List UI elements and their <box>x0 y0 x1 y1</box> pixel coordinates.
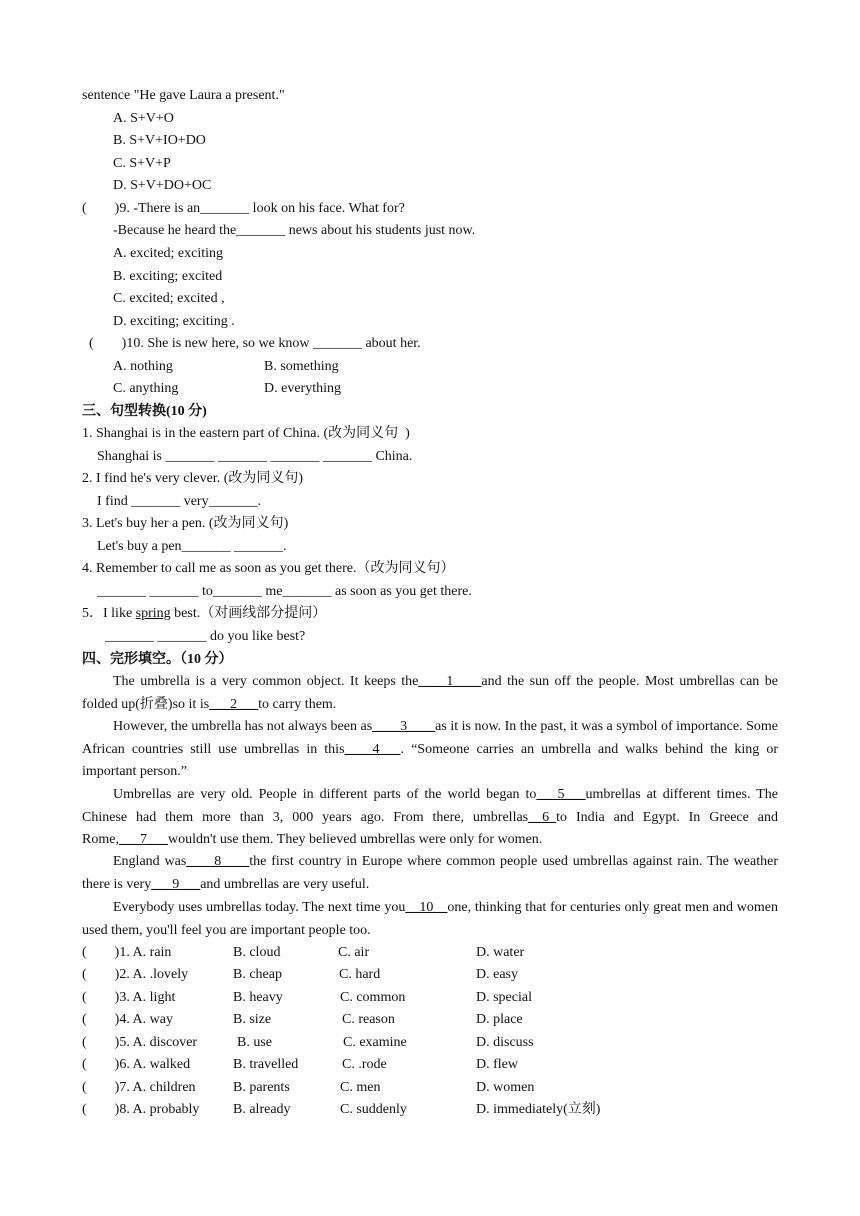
q10-stem: ( )10. She is new here, so we know _______ about her. <box>89 336 421 351</box>
cloze-blank: __6_ <box>528 809 557 825</box>
q8-option-b: B. S+V+IO+DO <box>113 133 206 148</box>
cloze-q1-num: ( )1. A. rain <box>82 945 172 960</box>
section3-heading: 三、句型转换(10 分) <box>82 404 207 419</box>
cloze-q6-c: C. .rode <box>342 1057 387 1072</box>
cloze-text: Umbrellas are very old. People in different parts of the world began to <box>113 787 537 802</box>
cloze-q3-num: ( )3. A. light <box>82 990 176 1005</box>
cloze-paragraph-4 <box>82 851 778 896</box>
cloze-q2-d: D. easy <box>476 967 518 982</box>
cloze-q7-d: D. women <box>476 1080 535 1095</box>
cloze-text: The umbrella is a very common object. It keeps the <box>113 674 419 689</box>
q10-option-a: A. nothing <box>113 359 173 374</box>
q8-continuation: sentence "He gave Laura a present." <box>82 88 285 103</box>
s3-q2: 2. I find he's very clever. (改为同义句) <box>82 471 304 486</box>
cloze-paragraph-3 <box>82 784 778 852</box>
s3-q4: 4. Remember to call me as soon as you get there.（改为同义句） <box>82 561 455 576</box>
cloze-q5-c: C. examine <box>343 1035 407 1050</box>
cloze-q5-d: D. discuss <box>476 1035 534 1050</box>
cloze-q5-b: B. use <box>237 1035 272 1050</box>
s3-q5-post: best.（对画线部分提问） <box>170 606 327 621</box>
cloze-q6-d: D. flew <box>476 1057 518 1072</box>
cloze-q7-b: B. parents <box>233 1080 290 1095</box>
cloze-blank: ____1____ <box>418 674 482 689</box>
s3-a4: _______ _______ to_______ me_______ as soon as you get there. <box>97 584 472 599</box>
q10-option-b: B. something <box>264 359 339 374</box>
cloze-text: England was <box>113 854 187 869</box>
cloze-blank: ____3____ <box>372 719 436 734</box>
cloze-text: . “Someone carries an umbrella and walks behind the king or important person.” <box>82 741 778 780</box>
s3-a5: _______ _______ do you like best? <box>105 629 306 644</box>
cloze-q5-num: ( )5. A. discover <box>82 1035 198 1050</box>
s3-a3: Let's buy a pen_______ _______. <box>97 539 287 554</box>
cloze-text: the first country in Europe where common people used umbrellas against rain. The weather there is very <box>82 854 778 892</box>
cloze-q8-num: ( )8. A. probably <box>82 1102 200 1117</box>
cloze-q4-b: B. size <box>233 1012 272 1027</box>
cloze-q1-b: B. cloud <box>233 945 281 960</box>
q8-option-d: D. S+V+DO+OC <box>113 178 212 193</box>
q9-option-c: C. excited; excited , <box>113 291 225 306</box>
cloze-text: one, thinking that for centuries only great men and women used them, you'll feel you are important people too. <box>82 900 778 938</box>
cloze-q6-num: ( )6. A. walked <box>82 1057 191 1072</box>
cloze-q3-b: B. heavy <box>233 990 283 1005</box>
q10-option-c: C. anything <box>113 381 179 396</box>
cloze-text: wouldn't use them. They believed umbrellas were only for women. <box>167 832 543 848</box>
section4-heading: 四、完形填空。（10 分） <box>82 652 233 667</box>
s3-q5-underlined: spring <box>135 606 171 621</box>
q9-line2: -Because he heard the_______ news about his students just now. <box>113 223 476 238</box>
s3-a1: Shanghai is _______ _______ _______ _______ China. <box>97 449 413 464</box>
cloze-text: Everybody uses umbrellas today. The next time you <box>113 900 406 915</box>
cloze-q7-c: C. men <box>340 1080 381 1095</box>
cloze-q3-d: D. special <box>476 990 532 1005</box>
cloze-q4-d: D. place <box>476 1012 523 1027</box>
cloze-q2-b: B. cheap <box>233 967 282 982</box>
cloze-blank: ____8____ <box>186 854 250 869</box>
cloze-blank: ___5___ <box>536 787 586 802</box>
cloze-blank: ___2___ <box>209 696 259 712</box>
cloze-text: to India and Egypt. In Greece and Rome, <box>82 809 778 848</box>
s3-q3: 3. Let's buy her a pen. (改为同义句) <box>82 516 289 531</box>
cloze-paragraph-1 <box>82 671 778 716</box>
cloze-paragraph-2 <box>82 716 778 784</box>
cloze-q7-num: ( )7. A. children <box>82 1080 196 1095</box>
q9-option-d: D. exciting; exciting . <box>113 314 235 329</box>
cloze-q1-c: C. air <box>338 945 370 960</box>
cloze-blank: __10__ <box>405 900 448 915</box>
cloze-blank: ____4___ <box>344 741 401 757</box>
cloze-q1-d: D. water <box>476 945 525 960</box>
cloze-blank: ___9___ <box>151 876 201 892</box>
q9-option-a: A. excited; exciting <box>113 246 224 261</box>
cloze-q6-b: B. travelled <box>233 1057 299 1072</box>
s3-q5-pre: 5．I like <box>82 606 136 621</box>
q10-option-d: D. everything <box>264 381 341 396</box>
cloze-q8-c: C. suddenly <box>340 1102 407 1117</box>
cloze-text: as it is now. In the past, it was a symbol of importance. Some African countries still use umbrellas in this <box>82 719 778 757</box>
cloze-text: to carry them. <box>258 696 337 712</box>
cloze-q2-num: ( )2. A. .lovely <box>82 967 189 982</box>
cloze-text: However, the umbrella has not always been as <box>113 719 373 734</box>
s3-q5 <box>82 603 326 626</box>
cloze-q3-c: C. common <box>340 990 406 1005</box>
cloze-text: and the sun off the people. Most umbrellas can be folded up(折叠)so it is <box>82 674 778 712</box>
cloze-text: and umbrellas are very useful. <box>200 876 370 892</box>
cloze-q8-b: B. already <box>233 1102 291 1117</box>
cloze-q4-c: C. reason <box>342 1012 395 1027</box>
cloze-q4-num: ( )4. A. way <box>82 1012 173 1027</box>
cloze-q2-c: C. hard <box>339 967 381 982</box>
q8-option-c: C. S+V+P <box>113 156 171 171</box>
cloze-paragraph-5 <box>82 897 778 942</box>
q9-option-b: B. exciting; excited <box>113 269 223 284</box>
cloze-q8-d: D. immediately(立刻) <box>476 1102 601 1117</box>
cloze-blank: ___7___ <box>118 832 168 848</box>
s3-a2: I find _______ very_______. <box>97 494 262 509</box>
cloze-text: umbrellas at different times. The Chinese had them more than 3, 000 years ago. From there, umbrellas <box>82 787 778 825</box>
q9-stem: ( )9. -There is an_______ look on his face. What for? <box>82 201 405 216</box>
s3-q1: 1. Shanghai is in the eastern part of China. (改为同义句 ) <box>82 426 410 441</box>
q8-option-a: A. S+V+O <box>113 111 174 126</box>
